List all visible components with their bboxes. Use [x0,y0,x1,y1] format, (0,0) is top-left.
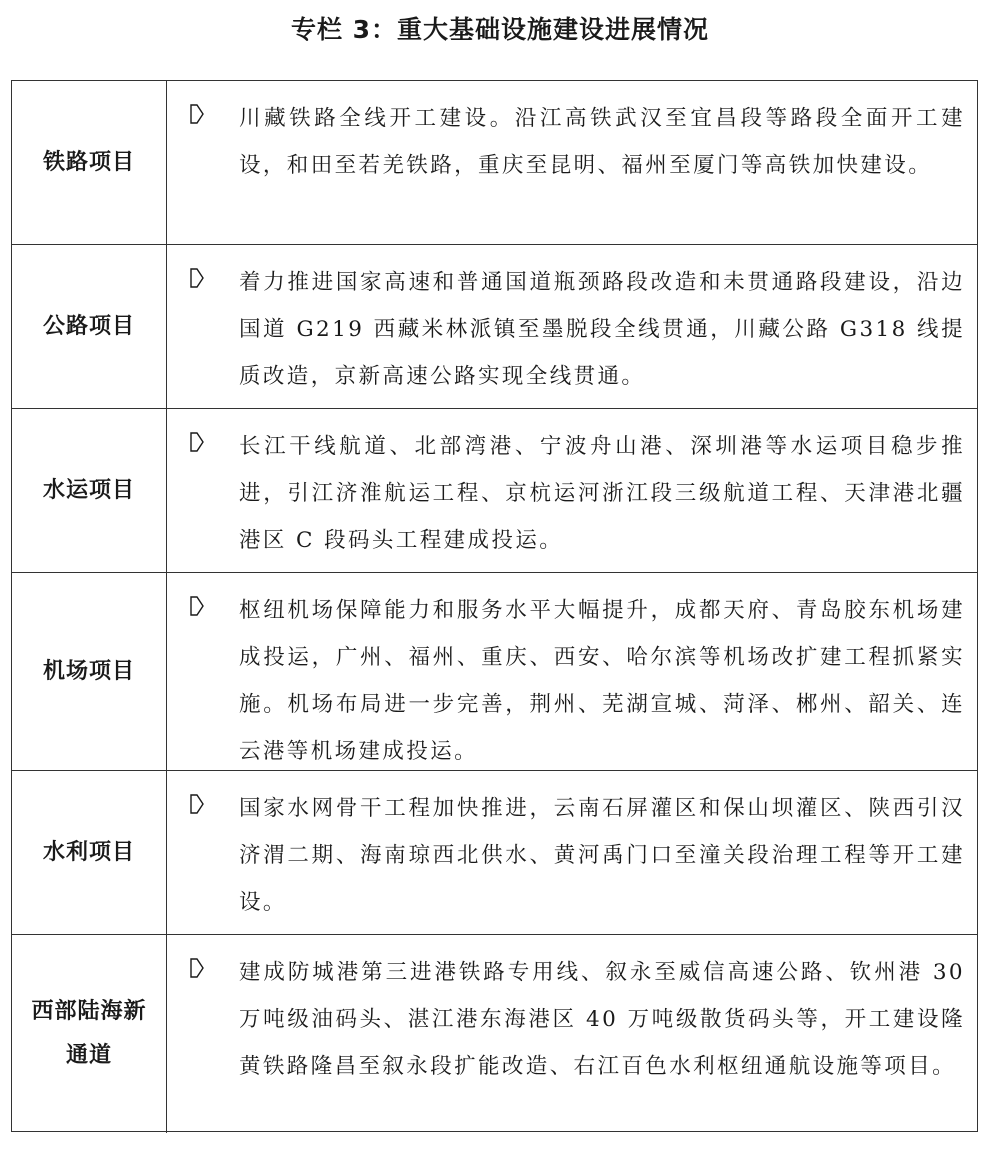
table-row-railway [12,81,977,245]
content-text: 国家水网骨干工程加快推进，云南石屏灌区和保山坝灌区、陕西引汉济渭二期、海南琼西北供水、黄河禹门口至潼关段治理工程等开工建设。 [239,796,965,915]
projects-table [11,80,978,1132]
category-cell [12,409,167,572]
outlined-right-arrow-icon [189,103,205,125]
category-cell [12,81,167,244]
content-text: 枢纽机场保障能力和服务水平大幅提升，成都天府、青岛胶东机场建成投运，广州、福州、重庆、西安、哈尔滨等机场改扩建工程抓紧实施。机场布局进一步完善，荆州、芜湖宣城、菏泽、郴州、韶关、连云港等机场建成投运。 [239,598,965,764]
category-cell [12,245,167,408]
content-text: 长江干线航道、北部湾港、宁波舟山港、深圳港等水运项目稳步推进，引江济淮航运工程、京杭运河浙江段三级航道工程、天津港北疆港区 C 段码头工程建成投运。 [239,434,965,553]
content-cell [167,573,977,770]
category-cell [12,771,167,934]
content-text: 着力推进国家高速和普通国道瓶颈路段改造和未贯通路段建设，沿边国道 G219 西藏米林派镇至墨脱段全线贯通，川藏公路 G318 线提质改造，京新高速公路实现全线贯通。 [239,270,965,389]
page-title: 专栏 3：重大基础设施建设进展情况 [290,15,710,44]
content-cell [167,409,977,572]
category-label: 公路项目 [42,313,135,339]
table-row-western-corridor [12,935,977,1133]
table-row-water-conservancy [12,771,977,935]
outlined-right-arrow-icon [189,793,205,815]
category-label: 水利项目 [42,839,135,865]
category-label: 机场项目 [42,658,135,684]
outlined-right-arrow-icon [189,431,205,453]
content-cell [167,81,977,244]
outlined-right-arrow-icon [189,595,205,617]
category-label: 铁路项目 [42,149,135,175]
category-label: 西部陆海新通道 [31,999,147,1068]
content-cell [167,935,977,1133]
category-cell [12,573,167,770]
content-text: 建成防城港第三进港铁路专用线、叙永至威信高速公路、钦州港 30 万吨级油码头、湛江港东海港区 40 万吨级散货码头等，开工建设隆黄铁路隆昌至叙永段扩能改造、右江百色水利枢纽通航设施等项目。 [239,960,965,1079]
content-text: 川藏铁路全线开工建设。沿江高铁武汉至宜昌段等路段全面开工建设，和田至若羌铁路，重庆至昆明、福州至厦门等高铁加快建设。 [239,106,965,178]
content-cell [167,771,977,934]
outlined-right-arrow-icon [189,957,205,979]
content-cell [167,245,977,408]
table-row-waterway [12,409,977,573]
table-row-highway [12,245,977,409]
category-cell [12,935,167,1133]
outlined-right-arrow-icon [189,267,205,289]
category-label: 水运项目 [42,477,135,503]
table-row-airport [12,573,977,771]
